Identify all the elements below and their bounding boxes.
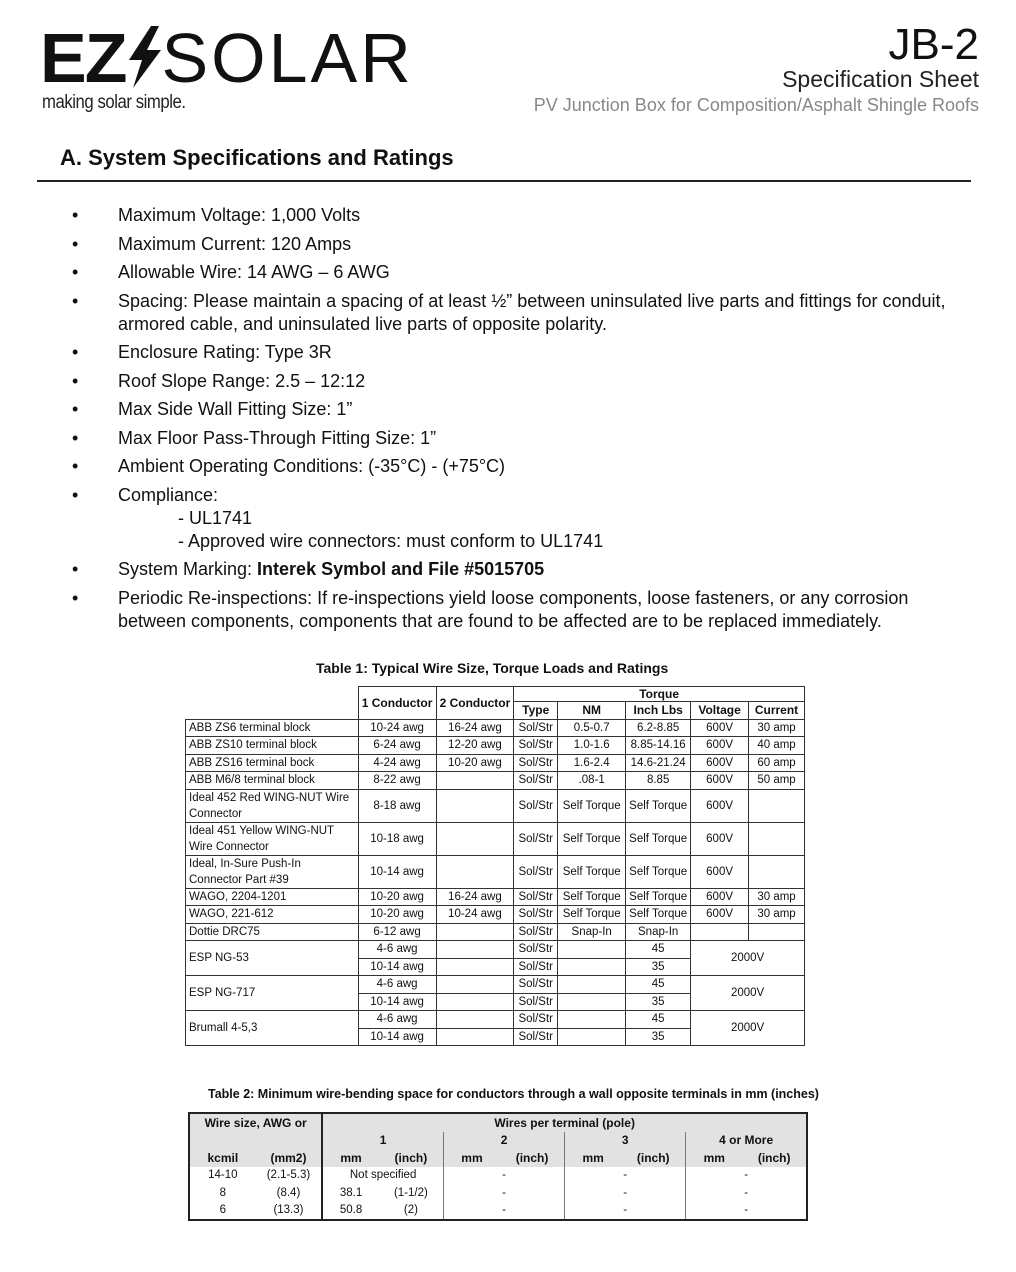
cell-nm: .08-1 <box>558 772 626 790</box>
cell-name: Brumall 4-5,3 <box>186 1011 359 1046</box>
cell-name: Dottie DRC75 <box>186 923 359 941</box>
list-item <box>68 398 968 421</box>
cell-nm <box>558 1011 626 1029</box>
cell-type: Sol/Str <box>514 1011 558 1029</box>
cell-nm: 0.5-0.7 <box>558 719 626 737</box>
cell-nm: Self Torque <box>558 906 626 924</box>
cell-rating: 2000V <box>691 941 805 976</box>
table-header-row <box>189 1113 807 1132</box>
cell-2-conductor <box>436 789 514 822</box>
cell-name: WAGO, 2204-1201 <box>186 888 359 906</box>
cell-group-1-mm: 50.8 <box>339 1204 363 1217</box>
header-group-4: 4 or More <box>686 1132 807 1150</box>
cell-nm: Self Torque <box>558 789 626 822</box>
spec-text: Ambient Operating Conditions: (-35°C) - (+75°C) <box>118 456 506 476</box>
cell-voltage <box>691 923 749 941</box>
cell-voltage: 600V <box>691 789 749 822</box>
cell-type: Sol/Str <box>514 1028 558 1046</box>
cell-kcmil: 6 <box>219 1204 227 1217</box>
table2-caption: Table 2: Minimum wire-bending space for conductors through a wall opposite terminals in mm (inches) <box>208 1087 819 1101</box>
cell-group-1-inch: (2) <box>403 1204 418 1217</box>
table-row <box>186 855 805 888</box>
compliance-item: - UL1741 <box>178 507 253 528</box>
header-2-conductor: 2 Conductor <box>436 687 514 720</box>
header-inch-lbs: Inch Lbs <box>626 702 691 720</box>
cell-kcmil: 14-10 <box>208 1169 238 1182</box>
cell-nm: Self Torque <box>558 822 626 855</box>
cell-1-conductor: 10-20 awg <box>358 906 436 924</box>
cell-group-3: - <box>565 1167 686 1185</box>
lightning-bolt-icon <box>123 26 165 88</box>
cell-type: Sol/Str <box>514 993 558 1011</box>
bullet: • <box>72 399 79 419</box>
cell-nm: Self Torque <box>558 888 626 906</box>
cell-group-4: - <box>686 1184 807 1202</box>
cell-1-conductor: 10-14 awg <box>358 1028 436 1046</box>
list-item <box>68 558 968 581</box>
cell-nm <box>558 1028 626 1046</box>
cell-nm <box>558 976 626 994</box>
cell-1-conductor: 10-18 awg <box>358 822 436 855</box>
cell-1-conductor: 6-24 awg <box>358 737 436 755</box>
list-item <box>68 204 968 227</box>
cell-nm <box>558 941 626 959</box>
list-item <box>68 484 968 553</box>
cell-name: ESP NG-717 <box>186 976 359 1011</box>
table-row <box>186 906 805 924</box>
cell-2-conductor <box>436 923 514 941</box>
cell-inch-lbs: Self Torque <box>626 906 691 924</box>
cell-1-conductor: 4-24 awg <box>358 754 436 772</box>
cell-2-conductor <box>436 822 514 855</box>
cell-name: ABB ZS10 terminal block <box>186 737 359 755</box>
reinspection-text: Periodic Re-inspections: If re-inspections yield loose components, loose fasteners, or any corrosion between components, components that are found to be affected are to be replaced immediately. <box>118 587 909 631</box>
tagline: making solar simple. <box>42 92 186 113</box>
header-blank <box>189 1132 322 1150</box>
table-row <box>186 1011 805 1029</box>
cell-current <box>749 789 805 822</box>
cell-2-conductor <box>436 958 514 976</box>
header-type: Type <box>514 702 558 720</box>
header-mm: mm <box>443 1149 500 1167</box>
cell-1-conductor: 4-6 awg <box>358 1011 436 1029</box>
cell-1-conductor: 10-20 awg <box>358 888 436 906</box>
cell-type: Sol/Str <box>514 958 558 976</box>
header-inch: (inch) <box>379 1149 444 1167</box>
cell-inch-lbs: 35 <box>626 958 691 976</box>
table-row <box>186 941 805 959</box>
header-mm: mm <box>686 1149 743 1167</box>
cell-current: 50 amp <box>749 772 805 790</box>
cell-type: Sol/Str <box>514 976 558 994</box>
bending-space-table <box>188 1112 808 1221</box>
table-header-row <box>186 687 805 702</box>
header-current: Current <box>749 702 805 720</box>
header-inch: (inch) <box>742 1149 807 1167</box>
cell-1-conductor: 4-6 awg <box>358 976 436 994</box>
cell-nm <box>558 958 626 976</box>
list-item <box>68 370 968 393</box>
cell-current <box>749 923 805 941</box>
table-corner <box>186 687 359 720</box>
cell-name: ABB ZS16 terminal bock <box>186 754 359 772</box>
bullet: • <box>72 370 79 391</box>
cell-inch-lbs: 6.2-8.85 <box>626 719 691 737</box>
cell-inch-lbs: Self Torque <box>626 888 691 906</box>
spec-list <box>68 204 968 638</box>
list-item <box>68 587 968 633</box>
cell-mm2: (2.1-5.3) <box>256 1167 323 1185</box>
cell-group-4: - <box>686 1202 807 1221</box>
header-1-conductor: 1 Conductor <box>358 687 436 720</box>
list-item <box>68 290 968 336</box>
cell-name: ABB M6/8 terminal block <box>186 772 359 790</box>
bullet: • <box>72 456 79 476</box>
list-item <box>68 261 968 284</box>
cell-current: 40 amp <box>749 737 805 755</box>
cell-group-2: - <box>443 1202 564 1221</box>
header-mm: mm <box>565 1149 622 1167</box>
cell-type: Sol/Str <box>514 822 558 855</box>
cell-group-2: - <box>443 1184 564 1202</box>
cell-inch-lbs: 35 <box>626 1028 691 1046</box>
section-title: A. System Specifications and Ratings <box>60 145 454 170</box>
table-row <box>189 1184 807 1202</box>
header-wire-size: Wire size, AWG or <box>189 1113 322 1132</box>
table1-caption: Table 1: Typical Wire Size, Torque Loads and Ratings <box>316 660 669 676</box>
cell-1-conductor: 10-24 awg <box>358 719 436 737</box>
bullet: • <box>72 427 79 448</box>
header-nm: NM <box>558 702 626 720</box>
table-header-row <box>189 1132 807 1150</box>
cell-current: 30 amp <box>749 719 805 737</box>
cell-rating: 2000V <box>691 976 805 1011</box>
brand-logo <box>40 19 414 97</box>
cell-group-1: Not specified <box>349 1169 417 1182</box>
spec-text: Maximum Current: 120 Amps <box>118 233 352 254</box>
list-item <box>68 233 968 256</box>
cell-rating: 2000V <box>691 1011 805 1046</box>
cell-inch-lbs: Self Torque <box>626 789 691 822</box>
header-mm: mm <box>322 1149 379 1167</box>
cell-1-conductor: 10-14 awg <box>358 855 436 888</box>
cell-nm: Self Torque <box>558 855 626 888</box>
spec-text: Spacing: Please maintain a spacing of at least ½” between uninsulated live parts and fittings for conduit, armored cable, and uninsulated live parts of opposite polarity. <box>118 290 946 334</box>
cell-2-conductor <box>436 941 514 959</box>
cell-inch-lbs: 45 <box>626 1011 691 1029</box>
sheet-type: Specification Sheet <box>782 66 979 92</box>
cell-inch-lbs: 45 <box>626 941 691 959</box>
spec-text: Maximum Voltage: 1,000 Volts <box>118 205 361 225</box>
cell-current: 60 amp <box>749 754 805 772</box>
cell-group-4: - <box>686 1167 807 1185</box>
spec-text: Max Side Wall Fitting Size: 1” <box>118 399 353 419</box>
cell-inch-lbs: 35 <box>626 993 691 1011</box>
table-row <box>186 888 805 906</box>
cell-1-conductor: 10-14 awg <box>358 993 436 1011</box>
document-subtitle: PV Junction Box for Composition/Asphalt Shingle Roofs <box>533 95 979 115</box>
cell-voltage: 600V <box>691 772 749 790</box>
cell-2-conductor: 16-24 awg <box>436 888 514 906</box>
cell-group-3: - <box>565 1202 686 1221</box>
table-row <box>186 923 805 941</box>
cell-name: ABB ZS6 terminal block <box>186 719 359 737</box>
cell-2-conductor <box>436 993 514 1011</box>
cell-1-conductor: 8-22 awg <box>358 772 436 790</box>
cell-2-conductor: 10-24 awg <box>436 906 514 924</box>
table-row <box>186 719 805 737</box>
table-row <box>186 737 805 755</box>
cell-name: ESP NG-53 <box>186 941 359 976</box>
cell-type: Sol/Str <box>514 754 558 772</box>
cell-voltage: 600V <box>691 737 749 755</box>
cell-1-conductor: 6-12 awg <box>358 923 436 941</box>
cell-voltage: 600V <box>691 754 749 772</box>
bullet: • <box>72 342 79 362</box>
cell-1-conductor: 8-18 awg <box>358 789 436 822</box>
cell-group-3: - <box>565 1184 686 1202</box>
cell-nm: Snap-In <box>558 923 626 941</box>
cell-2-conductor <box>436 976 514 994</box>
cell-current <box>749 855 805 888</box>
header-group-3: 3 <box>565 1132 686 1150</box>
cell-current: 30 amp <box>749 906 805 924</box>
cell-type: Sol/Str <box>514 941 558 959</box>
cell-2-conductor: 10-20 awg <box>436 754 514 772</box>
table-row <box>186 754 805 772</box>
cell-2-conductor: 16-24 awg <box>436 719 514 737</box>
bullet: • <box>72 587 79 608</box>
cell-1-conductor: 10-14 awg <box>358 958 436 976</box>
spec-text: Max Floor Pass-Through Fitting Size: 1” <box>118 427 437 448</box>
bullet: • <box>72 262 79 282</box>
cell-nm: 1.0-1.6 <box>558 737 626 755</box>
logo-ez: EZ <box>40 19 126 97</box>
wire-torque-table <box>185 686 805 1046</box>
cell-group-2: - <box>443 1167 564 1185</box>
table-row <box>189 1202 807 1221</box>
table-row <box>189 1167 807 1185</box>
cell-type: Sol/Str <box>514 737 558 755</box>
bullet: • <box>72 290 79 311</box>
list-item <box>68 427 968 450</box>
cell-group-1-inch: (1-1/2) <box>393 1186 428 1199</box>
table-header-row <box>189 1149 807 1167</box>
cell-2-conductor <box>436 855 514 888</box>
cell-kcmil: 8 <box>219 1186 227 1199</box>
table1-body <box>186 719 805 1046</box>
bullet: • <box>72 233 79 254</box>
cell-type: Sol/Str <box>514 789 558 822</box>
header-voltage: Voltage <box>691 702 749 720</box>
spec-text: Roof Slope Range: 2.5 – 12:12 <box>118 370 366 391</box>
document-id: JB-2 <box>888 20 979 69</box>
cell-voltage: 600V <box>691 719 749 737</box>
cell-2-conductor <box>436 1028 514 1046</box>
list-item <box>68 455 968 478</box>
cell-2-conductor <box>436 772 514 790</box>
cell-voltage: 600V <box>691 822 749 855</box>
header-group-2: 2 <box>443 1132 564 1150</box>
cell-mm2: (13.3) <box>256 1202 323 1221</box>
cell-inch-lbs: 8.85-14.16 <box>626 737 691 755</box>
table-row <box>186 822 805 855</box>
logo-solar: SOLAR <box>161 19 414 97</box>
cell-type: Sol/Str <box>514 772 558 790</box>
cell-type: Sol/Str <box>514 906 558 924</box>
header-kcmil: kcmil <box>189 1149 256 1167</box>
section-divider <box>37 180 971 182</box>
compliance-label: Compliance: <box>118 484 219 505</box>
cell-group-1-mm: 38.1 <box>339 1186 363 1199</box>
table-row <box>186 772 805 790</box>
cell-nm: 1.6-2.4 <box>558 754 626 772</box>
bullet: • <box>72 484 79 505</box>
compliance-item: - Approved wire connectors: must conform to UL1741 <box>178 530 604 551</box>
header-inch: (inch) <box>500 1149 565 1167</box>
cell-mm2: (8.4) <box>256 1184 323 1202</box>
marking-value: Interek Symbol and File #5015705 <box>257 559 545 579</box>
marking-label: System Marking: <box>118 559 258 579</box>
cell-name: Ideal 452 Red WING-NUT Wire Connector <box>186 789 359 822</box>
cell-2-conductor: 12-20 awg <box>436 737 514 755</box>
cell-1-conductor: 4-6 awg <box>358 941 436 959</box>
cell-nm <box>558 993 626 1011</box>
spec-text: Allowable Wire: 14 AWG – 6 AWG <box>118 262 390 282</box>
bullet: • <box>72 205 79 225</box>
list-item <box>68 341 968 364</box>
cell-inch-lbs: Self Torque <box>626 822 691 855</box>
cell-type: Sol/Str <box>514 719 558 737</box>
cell-inch-lbs: 8.85 <box>626 772 691 790</box>
cell-2-conductor <box>436 1011 514 1029</box>
cell-voltage: 600V <box>691 906 749 924</box>
cell-current: 30 amp <box>749 888 805 906</box>
header-wires-per-terminal: Wires per terminal (pole) <box>322 1113 807 1132</box>
cell-voltage: 600V <box>691 888 749 906</box>
header-torque: Torque <box>514 687 805 702</box>
header-mm2: (mm2) <box>256 1149 323 1167</box>
cell-name: Ideal, In-Sure Push-In Connector Part #39 <box>186 855 359 888</box>
cell-name: WAGO, 221-612 <box>186 906 359 924</box>
cell-voltage: 600V <box>691 855 749 888</box>
cell-inch-lbs: 14.6-21.24 <box>626 754 691 772</box>
spec-text: Enclosure Rating: Type 3R <box>118 342 332 362</box>
cell-type: Sol/Str <box>514 888 558 906</box>
header-inch: (inch) <box>621 1149 686 1167</box>
cell-type: Sol/Str <box>514 855 558 888</box>
cell-inch-lbs: Snap-In <box>626 923 691 941</box>
cell-inch-lbs: Self Torque <box>626 855 691 888</box>
cell-inch-lbs: 45 <box>626 976 691 994</box>
header-group-1: 1 <box>322 1132 443 1150</box>
cell-type: Sol/Str <box>514 923 558 941</box>
cell-current <box>749 822 805 855</box>
table-row <box>186 976 805 994</box>
bullet: • <box>72 559 79 579</box>
cell-name: Ideal 451 Yellow WING-NUT Wire Connector <box>186 822 359 855</box>
table-row <box>186 789 805 822</box>
